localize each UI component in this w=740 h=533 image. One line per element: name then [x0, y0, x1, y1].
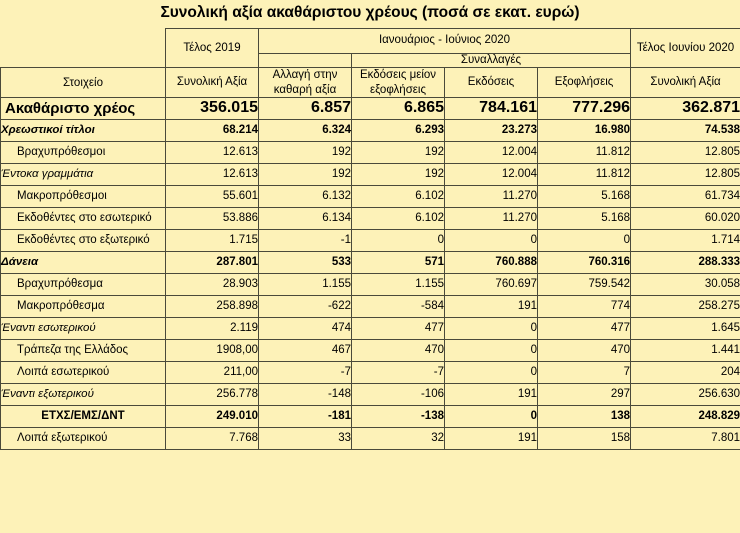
row-label: Τράπεζα της Ελλάδος: [1, 339, 166, 361]
row-value: 760.697: [445, 273, 538, 295]
row-value: 1.155: [259, 273, 352, 295]
header-end-june-2020: Τέλος Ιουνίου 2020: [631, 29, 740, 68]
row-value: 12.004: [445, 141, 538, 163]
row-value: -181: [259, 405, 352, 427]
row-value: 12.004: [445, 163, 538, 185]
row-label: Δάνεια: [1, 251, 166, 273]
row-value: 11.812: [538, 141, 631, 163]
row-label: Βραχυπρόθεσμοι: [1, 141, 166, 163]
row-value: 1908,00: [166, 339, 259, 361]
table-row: [1, 405, 740, 427]
row-value: 571: [352, 251, 445, 273]
row-value: 7: [538, 361, 631, 383]
row-label: Έντοκα γραμμάτια: [1, 163, 166, 185]
page-title: Συνολική αξία ακαθάριστου χρέους (ποσά σε εκατ. ευρώ): [160, 4, 580, 21]
row-value: 474: [259, 317, 352, 339]
table-row: [1, 207, 740, 229]
header-repayments: Εξοφλήσεις: [538, 68, 631, 98]
row-value: 5.168: [538, 207, 631, 229]
table-body: [1, 97, 740, 449]
row-value: 467: [259, 339, 352, 361]
row-value: 477: [538, 317, 631, 339]
row-value: 192: [259, 141, 352, 163]
row-value: 1.645: [631, 317, 740, 339]
row-value: 6.865: [352, 97, 445, 119]
row-value: 6.293: [352, 119, 445, 141]
row-value: 6.857: [259, 97, 352, 119]
row-value: 158: [538, 427, 631, 449]
table-row: [1, 273, 740, 295]
row-value: 1.714: [631, 229, 740, 251]
row-label: ΕΤΧΣ/ΕΜΣ/ΔΝΤ: [1, 405, 166, 427]
row-value: -7: [259, 361, 352, 383]
row-value: 0: [445, 229, 538, 251]
row-label: Εκδοθέντες στο εσωτερικό: [1, 207, 166, 229]
row-value: -622: [259, 295, 352, 317]
row-value: 12.613: [166, 163, 259, 185]
header-issues-less-repayments: Εκδόσεις μείον εξοφλήσεις: [352, 68, 445, 98]
table-row: [1, 295, 740, 317]
header-row-columns: [1, 68, 740, 98]
row-label: Μακροπρόθεσμοι: [1, 185, 166, 207]
row-label: Λοιπά εξωτερικού: [1, 427, 166, 449]
row-value: 1.155: [352, 273, 445, 295]
row-value: 774: [538, 295, 631, 317]
row-value: 6.134: [259, 207, 352, 229]
row-value: 192: [352, 141, 445, 163]
row-value: 1.441: [631, 339, 740, 361]
row-value: 7.768: [166, 427, 259, 449]
row-value: 288.333: [631, 251, 740, 273]
row-value: 191: [445, 383, 538, 405]
row-value: 356.015: [166, 97, 259, 119]
row-value: 0: [445, 405, 538, 427]
table-row: [1, 339, 740, 361]
row-value: 759.542: [538, 273, 631, 295]
header-spacer-2: [1, 54, 166, 68]
row-value: -106: [352, 383, 445, 405]
table-row: [1, 163, 740, 185]
row-value: 784.161: [445, 97, 538, 119]
row-value: 362.871: [631, 97, 740, 119]
row-label: Χρεωστικοί τίτλοι: [1, 119, 166, 141]
row-value: 0: [352, 229, 445, 251]
header-row-periods: [1, 29, 740, 54]
header-total-value-1: Συνολική Αξία: [166, 68, 259, 98]
row-value: 60.020: [631, 207, 740, 229]
header-transactions: Συναλλαγές: [352, 54, 631, 68]
table-row: [1, 427, 740, 449]
row-value: 192: [352, 163, 445, 185]
row-value: 6.132: [259, 185, 352, 207]
row-value: 470: [538, 339, 631, 361]
row-value: 12.805: [631, 163, 740, 185]
row-label: Λοιπά εσωτερικού: [1, 361, 166, 383]
row-value: 0: [445, 339, 538, 361]
row-value: 0: [445, 361, 538, 383]
table-header: [1, 29, 740, 98]
row-value: 6.102: [352, 185, 445, 207]
row-value: 11.270: [445, 185, 538, 207]
header-net-change-spacer: [259, 54, 352, 68]
row-label: Έναντι εσωτερικού: [1, 317, 166, 339]
table-row: [1, 317, 740, 339]
header-end-2019: Τέλος 2019: [166, 29, 259, 68]
row-value: -584: [352, 295, 445, 317]
table-row: [1, 97, 740, 119]
row-value: 249.010: [166, 405, 259, 427]
row-value: 297: [538, 383, 631, 405]
table-row: [1, 119, 740, 141]
row-value: 7.801: [631, 427, 740, 449]
row-value: 777.296: [538, 97, 631, 119]
row-value: 204: [631, 361, 740, 383]
table-row: [1, 383, 740, 405]
row-value: -148: [259, 383, 352, 405]
row-value: 258.275: [631, 295, 740, 317]
row-label: Μακροπρόθεσμα: [1, 295, 166, 317]
row-value: 191: [445, 427, 538, 449]
row-value: -1: [259, 229, 352, 251]
row-value: 477: [352, 317, 445, 339]
row-value: 12.613: [166, 141, 259, 163]
row-value: 760.316: [538, 251, 631, 273]
row-value: 11.270: [445, 207, 538, 229]
row-value: 191: [445, 295, 538, 317]
header-issues: Εκδόσεις: [445, 68, 538, 98]
row-value: 12.805: [631, 141, 740, 163]
row-value: 53.886: [166, 207, 259, 229]
row-value: 61.734: [631, 185, 740, 207]
row-label: Βραχυπρόθεσμα: [1, 273, 166, 295]
row-value: 23.273: [445, 119, 538, 141]
row-value: 68.214: [166, 119, 259, 141]
row-value: 6.324: [259, 119, 352, 141]
row-value: 470: [352, 339, 445, 361]
table-row: [1, 141, 740, 163]
table-row: [1, 361, 740, 383]
table-row: [1, 251, 740, 273]
row-value: 2.119: [166, 317, 259, 339]
row-value: 1.715: [166, 229, 259, 251]
header-spacer: [1, 29, 166, 54]
row-value: 533: [259, 251, 352, 273]
row-value: 33: [259, 427, 352, 449]
row-value: 760.888: [445, 251, 538, 273]
row-value: 287.801: [166, 251, 259, 273]
row-label: Εκδοθέντες στο εξωτερικό: [1, 229, 166, 251]
row-value: 138: [538, 405, 631, 427]
row-value: 28.903: [166, 273, 259, 295]
row-value: -138: [352, 405, 445, 427]
header-period: Ιανουάριος - Ιούνιος 2020: [259, 29, 631, 54]
header-net-value-change: Αλλαγή στην καθαρή αξία: [259, 68, 352, 98]
row-label: Έναντι εξωτερικού: [1, 383, 166, 405]
row-value: 256.630: [631, 383, 740, 405]
row-value: 258.898: [166, 295, 259, 317]
table-row: [1, 185, 740, 207]
row-value: 192: [259, 163, 352, 185]
header-item: Στοιχείο: [1, 68, 166, 98]
row-label: Ακαθάριστο χρέος: [1, 97, 166, 119]
table-row: [1, 229, 740, 251]
header-total-value-2: Συνολική Αξία: [631, 68, 740, 98]
row-value: 55.601: [166, 185, 259, 207]
header-row-transactions: [1, 54, 740, 68]
row-value: 32: [352, 427, 445, 449]
row-value: 11.812: [538, 163, 631, 185]
row-value: 30.058: [631, 273, 740, 295]
row-value: 211,00: [166, 361, 259, 383]
row-value: 16.980: [538, 119, 631, 141]
row-value: 5.168: [538, 185, 631, 207]
row-value: 248.829: [631, 405, 740, 427]
row-value: 6.102: [352, 207, 445, 229]
row-value: 74.538: [631, 119, 740, 141]
row-value: 0: [445, 317, 538, 339]
row-value: 256.778: [166, 383, 259, 405]
debt-table: [0, 28, 740, 450]
row-value: -7: [352, 361, 445, 383]
row-value: 0: [538, 229, 631, 251]
